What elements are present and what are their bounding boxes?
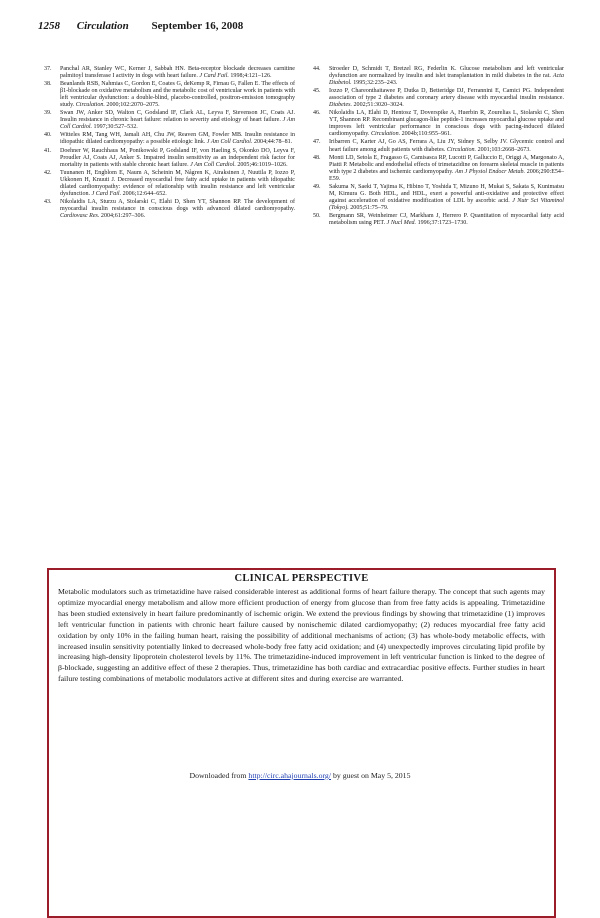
reference-text: Iribarren C, Karter AJ, Go AS, Ferrara A, Liu JY, Sidney S, Selby JV. Glycemic control and heart failure among adult patients with diabetes.: [329, 139, 564, 153]
reference-item: [44, 110, 295, 131]
reference-number: 41.: [44, 147, 52, 154]
reference-text: Nikolaidis LA, Sturzu A, Stolarski C, Elahi D, Shen YT, Shannon RP. The development of myocardial insulin resistance in conscious dogs with advanced dilated cardiomyopathy.: [60, 198, 295, 212]
references-right-column: [313, 66, 564, 228]
reference-tail: 2004;44:78–81.: [252, 139, 293, 146]
reference-text: Tuunanen H, Engblom E, Naum A, Scheinin M, Någren K, Airaksinen J, Nuutila P, Iozzo P, Ukkonen H, Knuuti J. Decreased myocardial free fatty acid uptake in patients with idiopathic dilated cardiomyopathy: evidence of relationship with insulin resistance and left ventricular dysfunction.: [60, 169, 295, 197]
reference-text: Nikolaidis LA, Elahi D, Hentosz T, Doverspike A, Huerbin R, Zourelias L, Stolarski C, Shen YT, Shannon RP. Recombinant glucagon-like peptide-1 increases myocardial glucose uptake and improves left ventricular performance in conscious dogs with pacing-induced dilated cardiomyopathy.: [329, 110, 564, 138]
reference-item: [44, 81, 295, 109]
reference-journal: Am J Physiol Endocr Metab.: [454, 168, 526, 175]
footer-suffix: by guest on May 5, 2015: [331, 771, 411, 780]
reference-journal: Circulation.: [75, 102, 105, 109]
reference-tail: 2006;12:644–652.: [121, 190, 167, 197]
reference-text: Witteles RM, Tang WH, Jamali AH, Chu JW, Reaven GM, Fowler MB. Insulin resistance in idiopathic dilated cardiomyopathy: a possible etiologic link.: [60, 132, 295, 146]
reference-tail: 1995;32:235–243.: [351, 80, 398, 87]
reference-item: [44, 199, 295, 220]
reference-text: Sakuma N, Saeki T, Yajima K, Hibino T, Yoshida T, Mizuno H, Mukai S, Sakata S, Kunimatsu M, Kimura G. Both HDL₂ and HDL₃ exert a powerful anti-oxidative and protective effect against acceleration of oxidative modification of LDL by ascorbic acid.: [329, 183, 564, 204]
reference-text: Swan JW, Anker SD, Walton C, Godsland IF, Clark AL, Leyva F, Stevenson JC, Coats AJ. Insulin resistance in chronic heart failure: relation to severity and etiology of heart failure.: [60, 110, 295, 124]
reference-text: Monti LD, Setola E, Fragasso G, Camisasca RP, Lucotti P, Galluccio E, Origgi A, Margonato A, Piatti P. Metabolic and endothelial effects of trimetazidine on forearm skeletal muscle in patients with type 2 diabetes and ischemic cardiomyopathy.: [329, 154, 564, 175]
reference-number: 47.: [313, 139, 321, 146]
reference-tail: 1996;37:1723–1730.: [416, 219, 468, 226]
reference-journal: Acta Diabetol.: [329, 73, 564, 87]
reference-number: 38.: [44, 81, 52, 88]
download-footer: [0, 771, 600, 780]
reference-number: 43.: [44, 198, 52, 205]
reference-number: 40.: [44, 132, 52, 139]
reference-text: Stroeder D, Schmidt T, Bretzel RG, Federlin K. Glucose metabolism and left ventricular dysfunction are normalized by insulin and islet transplantation in mild diabetes in the rat.: [329, 66, 564, 80]
reference-text: Doehner W, Rauchhaus M, Ponikowski P, Godsland IF, von Haeling S, Okonko DO, Leyva F, Proudler AJ, Coats AJ, Anker S. Impaired insulin sensitivity as an independent risk factor for mortality in patients with stable chronic heart failure.: [60, 147, 295, 168]
reference-text: Panchal AR, Stanley WC, Kerner J, Sabbah HN. Beta-receptor blockade decreases carnitine palmitoyl transferase I activity in dogs with heart failure.: [60, 66, 295, 80]
reference-tail: 2004b;110:955–961.: [400, 131, 452, 138]
reference-number: 37.: [44, 66, 52, 72]
reference-journal: Cardiovasc Res.: [60, 212, 100, 219]
reference-tail: 2005;46:1019–1026.: [235, 161, 288, 168]
reference-journal: J Am Coll Cardiol.: [206, 139, 253, 146]
reference-item: [313, 66, 564, 87]
reference-number: 45.: [313, 88, 321, 95]
reference-tail: 2000;102:2070–2075.: [104, 102, 160, 109]
reference-tail: 2005;51:75–79.: [348, 204, 389, 211]
reference-journal: J Am Coll Cardiol.: [60, 117, 295, 131]
issue-date: September 16, 2008: [151, 20, 244, 32]
reference-journal: Circulation.: [446, 146, 477, 153]
running-header: [38, 20, 568, 32]
reference-text: Beanlands RSB, Nahmias C, Gordon E, Coates G, deKemp R, Firnau G, Fallen E. The effects of β1-blockade on oxidative metabolism and the metabolic cost of ventricular work in patients with left ventricular dysfunction: a double-blind, placebo-controlled, positron-emission tomography study.: [60, 81, 295, 109]
reference-item: [44, 132, 295, 146]
reference-journal: J Card Fail.: [91, 190, 122, 197]
reference-journal: Diabetes.: [329, 102, 353, 109]
reference-text: Bergmann SR, Weinheimer CJ, Markham J, Herrero P. Quantitation of myocardial fatty acid metabolism using PET.: [329, 212, 564, 226]
reference-tail: 2002;51:3020–3024.: [352, 102, 404, 109]
footer-link[interactable]: http://circ.ahajournals.org/: [248, 771, 331, 780]
clinical-perspective-body: Metabolic modulators such as trimetazidine have raised considerable interest as additional forms of heart failure therapy. The concept that such agents may optimize myocardial energy metabolism and allow more efficient production of energy from glucose than from free fatty acids is appealing. Trimetazidine has been studied extensively in heart failure predominantly of ischemic origin. We extend the previous findings by showing that trimetazidine (1) improves left ventricular function in patients with chronic heart failure caused by nonischemic dilated cardiomyopathy; (2) reduces myocardial free fatty acid oxidation by only 10% in the failing human heart, raising the possibility of additional mechanisms of action; (3) has whole-body metabolic effects, with increased insulin sensitivity potentially linked to decreased whole-body free fatty acid oxidation; and (4) unexpectedly improves circulating lipid profile by increasing high-density lipoprotein cholesterol levels by 11%. The trimetazidine-induced improvement in left ventricular function is linked to the degree of β-blockade, suggesting an additive effect of these 2 therapies. Thus, trimetazidine has both cardiac and extracardiac positive effects. Further studies in heart failure testing combinations of metabolic modulators active at different sites and during exercise are warranted.: [58, 587, 545, 684]
reference-item: [313, 184, 564, 212]
reference-number: 39.: [44, 110, 52, 117]
reference-item: [44, 148, 295, 169]
reference-tail: 2001;103:2668–2673.: [476, 146, 531, 153]
reference-text: Iozzo P, Chareonthaitawee P, Dutka D, Betteridge DJ, Ferrannini E, Camici PG. Independent association of type 2 diabetes and coronary artery disease with myocardial insulin resistance.: [329, 88, 564, 102]
reference-item: [44, 170, 295, 198]
reference-item: [313, 88, 564, 109]
page-number: 1258: [38, 20, 60, 32]
reference-number: 49.: [313, 183, 321, 190]
reference-journal: J Am Coll Cardiol.: [190, 161, 236, 168]
reference-tail: 1998;4:121–126.: [228, 73, 272, 80]
reference-number: 42.: [44, 169, 52, 176]
footer-prefix: Downloaded from: [189, 771, 249, 780]
clinical-perspective-title: CLINICAL PERSPECTIVE: [234, 573, 369, 584]
reference-item: [313, 213, 564, 227]
clinical-perspective-box: [47, 568, 556, 918]
reference-number: 46.: [313, 110, 321, 117]
reference-tail: 2004;61:297–306.: [99, 212, 146, 219]
reference-journal: J Nutr Sci Vitaminol (Tokyo).: [329, 197, 564, 211]
reference-item: [313, 155, 564, 183]
journal-name: Circulation: [76, 20, 129, 32]
reference-tail: 1997;30:527–532.: [92, 124, 138, 131]
reference-journal: Circulation.: [370, 131, 401, 138]
reference-item: [313, 110, 564, 138]
reference-journal: J Nucl Med.: [386, 219, 417, 226]
reference-tail: 2006;290:E54–E59.: [329, 168, 564, 182]
reference-item: [313, 139, 564, 153]
reference-number: 50.: [313, 212, 321, 219]
references-left-column: [44, 66, 295, 221]
reference-number: 48.: [313, 154, 321, 161]
reference-journal: J Card Fail.: [199, 73, 229, 80]
reference-item: [44, 66, 295, 80]
reference-number: 44.: [313, 66, 321, 72]
